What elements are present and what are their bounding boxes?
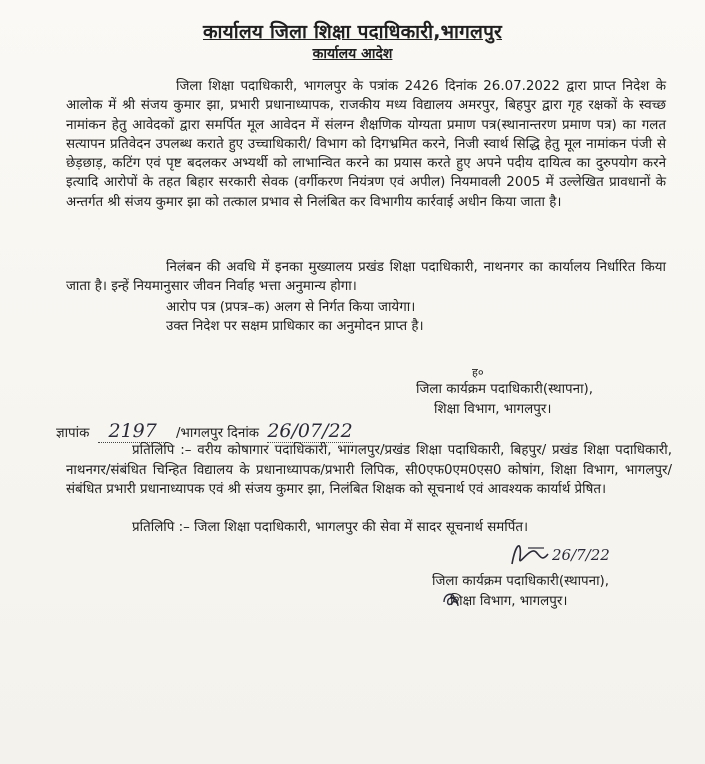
signature-1-designation: जिला कार्यक्रम पदाधिकारी(स्थापना), [416, 382, 594, 397]
signature-2-department: शिक्षा विभाग, भागलपुर। [450, 594, 568, 609]
memo-number: 2197 [98, 420, 168, 443]
office-title: कार्यालय जिला शिक्षा पदाधिकारी,भागलपुर [202, 21, 503, 43]
memo-prefix: ज्ञापांक [56, 426, 90, 441]
order-paragraph-1: जिला शिक्षा पदाधिकारी, भागलपुर के पत्रांक 2426 दिनांक 26.07.2022 द्वारा प्राप्त निदेश के आलोक में श्री संजय कुमार झा, प्रभारी प्रधानाध्यापक, राजकीय मध्य विद्यालय अमरपुर, बिहपुर द्वारा गृह रक्षकों के स्वच्छ नामांकन हेतु आवेदकों द्वारा समर्पित मूल आवेदन में संलग्न शैक्षणिक योग्यता प्रमाण पत्र(स्थानान्तरण प्रमाण पत्र) का गलत सत्यापन प्रतिवेदन उपलब्ध कराते हुए उच्चाधिकारी/ विभाग को दिगभ्रमित करने, निजी स्वार्थ सिद्धि हेतु मूल नामांकन पंजी से छेड़छाड़, कटिंग एवं पृष्ट बदलकर अभ्यर्थी को लाभान्वित करने का प्रयास करते हुए अपने पदीय दायित्व का दुरुपयोग करने इत्यादि आरोपों के तहत बिहार सरकारी सेवक (वर्गीकरण नियंत्रण एवं अपील) नियमावली 2005 में उल्लेखित प्रावधानों के अन्तर्गत श्री संजय कुमार झा को तत्काल प्रभाव से निलंबित कर विभागीय कार्रवाई अधीन किया जाता है। [66, 79, 666, 210]
memo-date: 26/07/22 [267, 420, 353, 442]
order-line-approval: उक्त निदेश पर सक्षम प्राधिकार का अनुमोदन प्राप्त है। [166, 319, 424, 334]
signature-mark: ह० [472, 366, 484, 379]
order-paragraph-2: निलंबन की अवधि में इनका मुख्यालय प्रखंड शिक्षा पदाधिकारी, नाथनगर का कार्यालय निर्धारित किया जाता है। इन्हें नियमानुसार जीवन निर्वाह भत्ता अनुमान्य होगा। [66, 260, 666, 295]
signature-2-designation: जिला कार्यक्रम पदाधिकारी(स्थापना), [432, 574, 610, 589]
copy-recipients-2: प्रतिलिपि :– जिला शिक्षा पदाधिकारी, भागलपुर की सेवा में सादर सूचनार्थ समर्पित। [132, 520, 529, 535]
order-line-chargesheet: आरोप पत्र (प्रपत्र–क) अलग से निर्गत किया जायेगा। [166, 300, 416, 315]
copy-recipients-1: प्रतिलिपि :– वरीय कोषागार पदाधिकारी, भागलपुर/प्रखंड शिक्षा पदाधिकारी, बिहपुर/ प्रखंड शिक्षा पदाधिकारी, नाथनगर/संबंधित चिन्हित विद्यालय के प्रधानाध्यापक/प्रभारी लिपिक, सी0एफ0एम0एस0 कोषांग, शिक्षा विभाग, भागलपुर/संबंधित प्रभारी प्रधानाध्यापक एवं श्री संजय कुमार झा, निलंबित शिक्षक को सूचनार्थ एवं आवश्यक कार्यार्थ प्रेषित। [66, 443, 672, 498]
memo-number-row [56, 420, 357, 443]
initials-scribble-icon [440, 588, 462, 610]
signature-2-date: 26/7/22 [552, 546, 610, 564]
memo-middle: /भागलपुर दिनांक [175, 426, 260, 441]
order-heading: कार्यालय आदेश [312, 46, 393, 62]
signature-block-1 [416, 366, 593, 420]
signature-1-department: शिक्षा विभाग, भागलपुर। [434, 402, 552, 417]
